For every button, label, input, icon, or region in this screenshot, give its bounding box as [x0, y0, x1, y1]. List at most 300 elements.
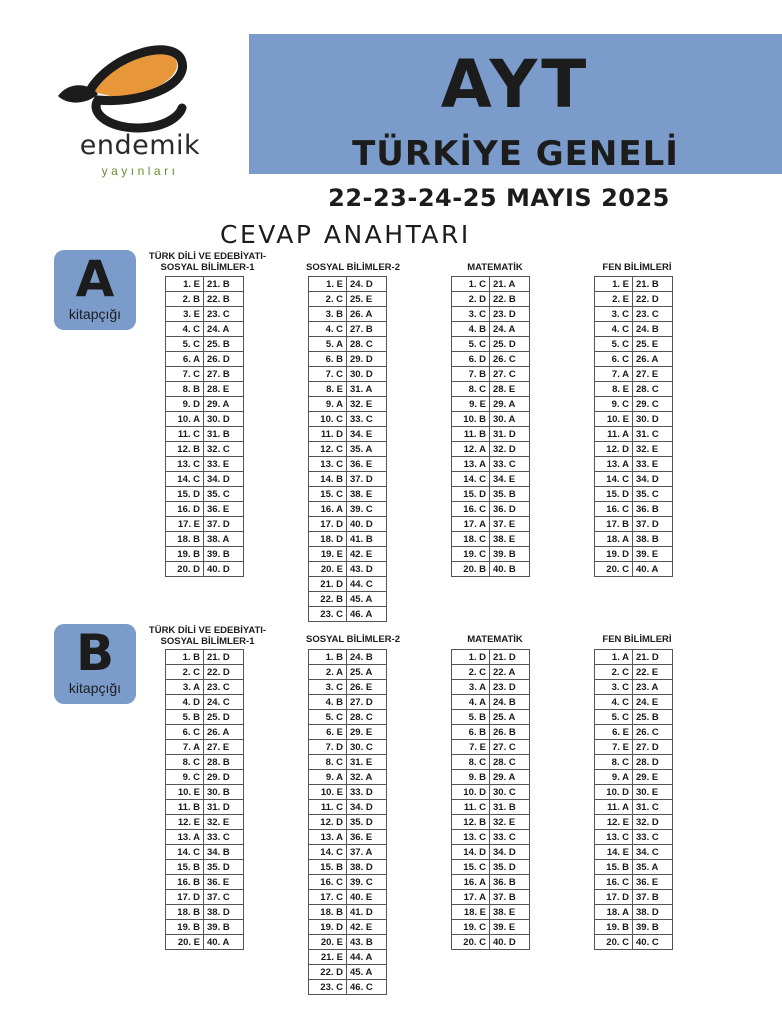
- answer-cell: 9. A: [309, 397, 347, 412]
- answer-row: [452, 307, 530, 322]
- answer-cell: 16. C: [595, 875, 633, 890]
- answer-cell: 3. C: [309, 680, 347, 695]
- answer-row: [595, 710, 673, 725]
- answer-row: [595, 322, 673, 337]
- answer-row: [309, 502, 387, 517]
- answer-cell: 1. E: [166, 277, 204, 292]
- answer-cell: 26. A: [633, 352, 673, 367]
- answer-cell: 7. B: [452, 367, 490, 382]
- answer-cell: 33. E: [204, 457, 244, 472]
- answer-row: [309, 532, 387, 547]
- answer-row: [166, 800, 244, 815]
- answer-row: [452, 457, 530, 472]
- answer-row: [595, 307, 673, 322]
- answer-cell: 14. D: [452, 845, 490, 860]
- answer-cell: 19. B: [595, 920, 633, 935]
- answer-cell: 29. D: [347, 352, 387, 367]
- answer-row: [166, 457, 244, 472]
- answer-row: [166, 547, 244, 562]
- answer-row: [452, 472, 530, 487]
- answer-row: [166, 740, 244, 755]
- answer-cell: 33. C: [490, 457, 530, 472]
- answer-row: [309, 442, 387, 457]
- answer-cell: 40. D: [490, 935, 530, 950]
- answer-cell: 21. B: [633, 277, 673, 292]
- answer-cell: 19. D: [595, 547, 633, 562]
- answer-cell: 23. C: [633, 307, 673, 322]
- answer-cell: 3. A: [166, 680, 204, 695]
- answer-cell: 20. E: [309, 935, 347, 950]
- answer-cell: 11. B: [166, 800, 204, 815]
- answer-row: [166, 502, 244, 517]
- answer-cell: 35. C: [633, 487, 673, 502]
- answer-row: [595, 680, 673, 695]
- answer-cell: 18. C: [452, 532, 490, 547]
- answer-cell: 30. C: [490, 785, 530, 800]
- answer-cell: 13. C: [452, 830, 490, 845]
- booklet-word: kitapçığı: [68, 680, 122, 696]
- answer-cell: 30. D: [204, 412, 244, 427]
- answer-cell: 33. C: [633, 830, 673, 845]
- answer-cell: 28. E: [490, 382, 530, 397]
- answer-cell: 43. D: [347, 562, 387, 577]
- answer-cell: 41. D: [347, 905, 387, 920]
- answer-key-heading: CEVAP ANAHTARI: [220, 220, 471, 249]
- answer-cell: 13. C: [166, 457, 204, 472]
- answer-row: [166, 860, 244, 875]
- answer-cell: 34. E: [347, 427, 387, 442]
- answer-row: [309, 755, 387, 770]
- answer-cell: 8. C: [452, 382, 490, 397]
- answer-cell: 34. D: [490, 845, 530, 860]
- answer-row: [309, 592, 387, 607]
- answer-row: [595, 397, 673, 412]
- answer-cell: 8. B: [166, 382, 204, 397]
- answer-cell: 38. B: [633, 532, 673, 547]
- answer-row: [309, 322, 387, 337]
- answer-row: [309, 547, 387, 562]
- answer-row: [309, 860, 387, 875]
- answer-cell: 15. C: [452, 860, 490, 875]
- subject-title-sos2-a: SOSYAL BİLİMLER-2: [306, 262, 400, 273]
- answer-row: [166, 352, 244, 367]
- answer-cell: 28. E: [204, 382, 244, 397]
- answer-cell: 6. D: [452, 352, 490, 367]
- answer-row: [309, 472, 387, 487]
- answer-cell: 26. E: [347, 680, 387, 695]
- answer-row: [452, 905, 530, 920]
- answer-cell: 27. C: [490, 740, 530, 755]
- answer-cell: 27. C: [490, 367, 530, 382]
- answer-cell: 11. C: [166, 427, 204, 442]
- answer-cell: 20. C: [595, 935, 633, 950]
- answer-row: [595, 800, 673, 815]
- answer-cell: 6. B: [309, 352, 347, 367]
- answer-cell: 35. D: [490, 860, 530, 875]
- answer-table-sos2-a: [308, 276, 387, 622]
- answer-row: [309, 965, 387, 980]
- answer-cell: 28. D: [633, 755, 673, 770]
- answer-cell: 37. B: [490, 890, 530, 905]
- answer-row: [452, 755, 530, 770]
- answer-row: [166, 322, 244, 337]
- subject-title-tde-a: TÜRK DİLİ VE EDEBİYATI-SOSYAL BİLİMLER-1: [148, 251, 267, 273]
- answer-cell: 15. C: [309, 487, 347, 502]
- answer-row: [166, 562, 244, 577]
- answer-row: [452, 890, 530, 905]
- answer-cell: 22. D: [309, 965, 347, 980]
- answer-row: [452, 337, 530, 352]
- answer-cell: 6. B: [452, 725, 490, 740]
- answer-cell: 6. E: [309, 725, 347, 740]
- subject-title-sos2-b: SOSYAL BİLİMLER-2: [306, 634, 400, 645]
- answer-cell: 26. B: [490, 725, 530, 740]
- answer-cell: 17. D: [309, 517, 347, 532]
- answer-cell: 15. B: [309, 860, 347, 875]
- answer-cell: 46. A: [347, 607, 387, 622]
- answer-cell: 24. A: [490, 322, 530, 337]
- answer-cell: 23. D: [490, 680, 530, 695]
- answer-cell: 20. C: [452, 935, 490, 950]
- answer-cell: 27. D: [347, 695, 387, 710]
- answer-row: [309, 845, 387, 860]
- answer-cell: 1. B: [309, 650, 347, 665]
- answer-cell: 36. E: [633, 875, 673, 890]
- answer-cell: 19. C: [452, 920, 490, 935]
- answer-cell: 37. D: [633, 517, 673, 532]
- answer-row: [166, 905, 244, 920]
- answer-cell: 22. B: [309, 592, 347, 607]
- answer-cell: 33. C: [347, 412, 387, 427]
- answer-cell: 34. D: [204, 472, 244, 487]
- answer-cell: 12. E: [166, 815, 204, 830]
- answer-cell: 30. D: [347, 367, 387, 382]
- answer-row: [309, 710, 387, 725]
- answer-cell: 1. A: [595, 650, 633, 665]
- answer-cell: 12. B: [452, 815, 490, 830]
- answer-cell: 18. B: [309, 905, 347, 920]
- answer-cell: 24. E: [633, 695, 673, 710]
- answer-row: [309, 980, 387, 995]
- answer-row: [595, 517, 673, 532]
- answer-cell: 40. A: [204, 935, 244, 950]
- answer-cell: 8. C: [309, 755, 347, 770]
- answer-row: [452, 770, 530, 785]
- answer-cell: 39. B: [633, 920, 673, 935]
- answer-cell: 32. E: [347, 397, 387, 412]
- answer-cell: 16. C: [309, 875, 347, 890]
- answer-cell: 15. D: [595, 487, 633, 502]
- answer-row: [309, 785, 387, 800]
- answer-cell: 6. E: [595, 725, 633, 740]
- answer-cell: 9. A: [309, 770, 347, 785]
- answer-cell: 5. C: [309, 710, 347, 725]
- answer-cell: 38. D: [204, 905, 244, 920]
- answer-cell: 29. A: [490, 397, 530, 412]
- answer-row: [309, 770, 387, 785]
- answer-cell: 14. C: [166, 472, 204, 487]
- answer-cell: 10. E: [166, 785, 204, 800]
- answer-cell: 26. C: [490, 352, 530, 367]
- answer-row: [309, 427, 387, 442]
- brand-subtitle: yayınları: [101, 164, 179, 178]
- answer-cell: 29. A: [490, 770, 530, 785]
- answer-cell: 28. B: [204, 755, 244, 770]
- answer-row: [166, 890, 244, 905]
- answer-row: [452, 695, 530, 710]
- answer-row: [452, 680, 530, 695]
- answer-cell: 25. B: [633, 710, 673, 725]
- answer-cell: 36. E: [204, 875, 244, 890]
- answer-cell: 4. A: [452, 695, 490, 710]
- logo-mark-icon: [48, 30, 218, 140]
- answer-cell: 12. B: [166, 442, 204, 457]
- answer-cell: 17. A: [452, 517, 490, 532]
- answer-cell: 32. E: [204, 815, 244, 830]
- answer-row: [309, 607, 387, 622]
- answer-row: [166, 532, 244, 547]
- answer-row: [595, 935, 673, 950]
- answer-cell: 25. A: [347, 665, 387, 680]
- answer-row: [452, 322, 530, 337]
- answer-cell: 9. C: [166, 770, 204, 785]
- answer-cell: 38. E: [490, 532, 530, 547]
- answer-row: [595, 457, 673, 472]
- answer-row: [452, 532, 530, 547]
- answer-cell: 7. A: [166, 740, 204, 755]
- answer-row: [309, 650, 387, 665]
- answer-row: [309, 577, 387, 592]
- answer-row: [309, 457, 387, 472]
- answer-cell: 17. E: [166, 517, 204, 532]
- answer-cell: 24. B: [633, 322, 673, 337]
- answer-cell: 32. C: [204, 442, 244, 457]
- answer-row: [166, 680, 244, 695]
- answer-row: [595, 442, 673, 457]
- answer-cell: 24. D: [347, 277, 387, 292]
- answer-cell: 1. B: [166, 650, 204, 665]
- answer-cell: 11. B: [452, 427, 490, 442]
- answer-cell: 11. A: [595, 800, 633, 815]
- answer-cell: 25. D: [490, 337, 530, 352]
- booklet-letter: A: [75, 250, 115, 308]
- answer-row: [595, 875, 673, 890]
- answer-row: [595, 860, 673, 875]
- answer-cell: 40. B: [490, 562, 530, 577]
- answer-row: [595, 920, 673, 935]
- answer-row: [595, 472, 673, 487]
- answer-table-mat-a: [451, 276, 530, 577]
- answer-cell: 40. C: [633, 935, 673, 950]
- answer-cell: 35. A: [347, 442, 387, 457]
- subject-title-fen-a: FEN BİLİMLERİ: [602, 262, 672, 273]
- answer-row: [452, 665, 530, 680]
- answer-cell: 10. E: [595, 412, 633, 427]
- answer-cell: 14. B: [309, 472, 347, 487]
- answer-row: [595, 382, 673, 397]
- answer-cell: 6. C: [166, 725, 204, 740]
- subject-title-mat-a: MATEMATİK: [467, 262, 523, 273]
- answer-cell: 22. D: [204, 665, 244, 680]
- answer-cell: 31. B: [204, 427, 244, 442]
- answer-cell: 4. B: [452, 322, 490, 337]
- answer-cell: 14. E: [595, 845, 633, 860]
- answer-row: [452, 352, 530, 367]
- answer-cell: 27. E: [633, 367, 673, 382]
- answer-cell: 21. E: [309, 950, 347, 965]
- publisher-logo: [48, 30, 218, 180]
- answer-cell: 13. A: [166, 830, 204, 845]
- answer-cell: 30. C: [347, 740, 387, 755]
- answer-row: [309, 695, 387, 710]
- answer-row: [595, 367, 673, 382]
- answer-cell: 23. A: [633, 680, 673, 695]
- answer-row: [309, 725, 387, 740]
- answer-cell: 7. C: [309, 367, 347, 382]
- answer-cell: 13. A: [452, 457, 490, 472]
- answer-row: [595, 292, 673, 307]
- answer-cell: 45. A: [347, 965, 387, 980]
- answer-row: [309, 815, 387, 830]
- answer-cell: 36. E: [347, 830, 387, 845]
- answer-cell: 20. E: [166, 935, 204, 950]
- answer-cell: 43. B: [347, 935, 387, 950]
- answer-cell: 33. E: [633, 457, 673, 472]
- subject-title-tde-b: TÜRK DİLİ VE EDEBİYATI-SOSYAL BİLİMLER-1: [148, 625, 267, 647]
- answer-row: [309, 307, 387, 322]
- answer-row: [166, 412, 244, 427]
- answer-cell: 17. B: [595, 517, 633, 532]
- answer-cell: 3. A: [452, 680, 490, 695]
- answer-cell: 27. D: [633, 740, 673, 755]
- answer-row: [452, 412, 530, 427]
- answer-cell: 23. C: [204, 680, 244, 695]
- answer-cell: 5. B: [452, 710, 490, 725]
- answer-cell: 24. B: [347, 650, 387, 665]
- answer-cell: 7. E: [595, 740, 633, 755]
- answer-cell: 29. D: [204, 770, 244, 785]
- answer-cell: 16. D: [166, 502, 204, 517]
- answer-row: [309, 920, 387, 935]
- answer-row: [166, 725, 244, 740]
- answer-row: [595, 487, 673, 502]
- answer-table-tde-a: [165, 276, 244, 577]
- answer-cell: 45. A: [347, 592, 387, 607]
- answer-row: [452, 547, 530, 562]
- answer-cell: 4. C: [595, 695, 633, 710]
- answer-cell: 8. C: [166, 755, 204, 770]
- answer-cell: 13. C: [309, 457, 347, 472]
- answer-cell: 2. C: [309, 292, 347, 307]
- answer-cell: 12. E: [595, 815, 633, 830]
- answer-cell: 40. A: [633, 562, 673, 577]
- answer-cell: 20. D: [166, 562, 204, 577]
- answer-row: [166, 397, 244, 412]
- answer-cell: 5. A: [309, 337, 347, 352]
- answer-cell: 8. C: [452, 755, 490, 770]
- answer-cell: 8. C: [595, 755, 633, 770]
- answer-cell: 34. D: [633, 472, 673, 487]
- answer-table-fen-a: [594, 276, 673, 577]
- answer-row: [595, 785, 673, 800]
- answer-row: [309, 875, 387, 890]
- answer-cell: 9. E: [452, 397, 490, 412]
- answer-cell: 33. C: [490, 830, 530, 845]
- answer-row: [452, 830, 530, 845]
- answer-cell: 44. A: [347, 950, 387, 965]
- answer-cell: 39. E: [490, 920, 530, 935]
- answer-cell: 2. C: [595, 665, 633, 680]
- answer-cell: 37. D: [347, 472, 387, 487]
- answer-cell: 39. B: [204, 547, 244, 562]
- answer-cell: 27. B: [347, 322, 387, 337]
- answer-cell: 34. C: [633, 845, 673, 860]
- answer-cell: 18. A: [595, 532, 633, 547]
- answer-cell: 27. E: [204, 740, 244, 755]
- answer-row: [452, 277, 530, 292]
- answer-cell: 11. C: [309, 800, 347, 815]
- answer-cell: 12. D: [309, 815, 347, 830]
- answer-row: [595, 427, 673, 442]
- answer-row: [452, 650, 530, 665]
- answer-cell: 21. D: [633, 650, 673, 665]
- answer-cell: 28. C: [347, 710, 387, 725]
- answer-table-mat-b: [451, 649, 530, 950]
- answer-cell: 5. C: [166, 337, 204, 352]
- answer-row: [166, 487, 244, 502]
- answer-row: [166, 292, 244, 307]
- answer-cell: 30. E: [633, 785, 673, 800]
- answer-cell: 31. A: [347, 382, 387, 397]
- answer-cell: 38. D: [347, 860, 387, 875]
- answer-cell: 8. E: [595, 382, 633, 397]
- answer-cell: 36. E: [347, 457, 387, 472]
- answer-row: [309, 800, 387, 815]
- answer-cell: 18. E: [452, 905, 490, 920]
- answer-cell: 5. C: [595, 337, 633, 352]
- booklet-word: kitapçığı: [68, 306, 122, 322]
- answer-cell: 36. B: [490, 875, 530, 890]
- answer-cell: 5. C: [595, 710, 633, 725]
- answer-cell: 40. D: [204, 562, 244, 577]
- answer-row: [595, 815, 673, 830]
- exam-date: 22-23-24-25 MAYIS 2025: [328, 184, 670, 212]
- answer-cell: 12. C: [309, 442, 347, 457]
- answer-row: [309, 337, 387, 352]
- answer-cell: 2. E: [595, 292, 633, 307]
- answer-row: [595, 695, 673, 710]
- answer-cell: 4. B: [309, 695, 347, 710]
- answer-cell: 10. C: [309, 412, 347, 427]
- answer-row: [452, 935, 530, 950]
- answer-cell: 19. E: [309, 547, 347, 562]
- answer-cell: 37. A: [347, 845, 387, 860]
- answer-row: [595, 502, 673, 517]
- answer-row: [452, 800, 530, 815]
- answer-cell: 41. B: [347, 532, 387, 547]
- answer-row: [309, 382, 387, 397]
- answer-cell: 25. A: [490, 710, 530, 725]
- answer-row: [309, 665, 387, 680]
- answer-row: [452, 517, 530, 532]
- answer-cell: 2. C: [166, 665, 204, 680]
- answer-cell: 16. A: [309, 502, 347, 517]
- answer-cell: 3. C: [595, 307, 633, 322]
- answer-row: [452, 427, 530, 442]
- answer-cell: 42. E: [347, 920, 387, 935]
- answer-cell: 35. D: [204, 860, 244, 875]
- answer-row: [166, 665, 244, 680]
